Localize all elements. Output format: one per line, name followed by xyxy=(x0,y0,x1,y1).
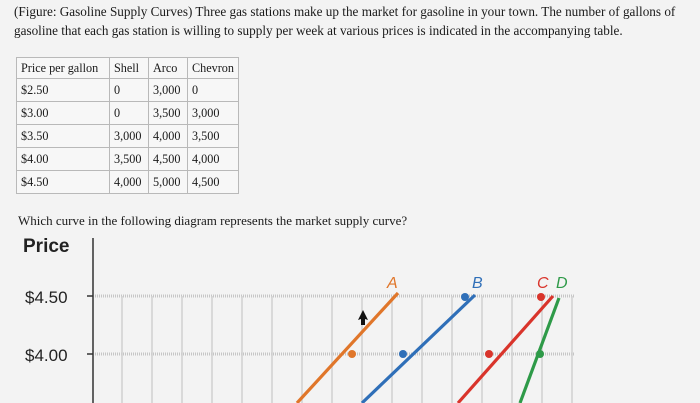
cell-arco: 3,000 xyxy=(149,79,188,102)
cell-chevron: 4,500 xyxy=(188,171,239,194)
cell-chevron: 3,500 xyxy=(188,125,239,148)
curve-a-line xyxy=(297,293,398,403)
cell-chevron: 3,000 xyxy=(188,102,239,125)
curve-a-label: A xyxy=(387,275,398,292)
cell-price: $4.00 xyxy=(17,148,110,171)
curve-c xyxy=(458,275,553,403)
table-row xyxy=(17,79,239,102)
curve-b-label: B xyxy=(472,275,483,292)
table-row xyxy=(17,125,239,148)
header-price: Price per gallon xyxy=(17,58,110,79)
follow-up-question: Which curve in the following diagram represents the market supply curve? xyxy=(18,213,408,228)
cell-shell: 4,000 xyxy=(110,171,149,194)
cell-arco: 3,500 xyxy=(149,102,188,125)
question-text: (Figure: Gasoline Supply Curves) Three gas stations make up the market for gasoline in your town. The number of gallons of gasoline that each gas station is willing to supply per week at various prices is indicated in the accompanying table. xyxy=(14,4,676,38)
cell-price: $2.50 xyxy=(17,79,110,102)
cell-shell: 0 xyxy=(110,102,149,125)
header-shell: Shell xyxy=(110,58,149,79)
curve-d-point xyxy=(536,350,544,358)
curve-c-point xyxy=(537,293,545,301)
cell-shell: 3,000 xyxy=(110,125,149,148)
curve-b-point xyxy=(399,350,407,358)
cell-arco: 4,000 xyxy=(149,125,188,148)
mouse-cursor-icon xyxy=(358,310,368,325)
supply-table xyxy=(16,57,239,194)
cell-price: $3.00 xyxy=(17,102,110,125)
header-arco: Arco xyxy=(149,58,188,79)
curve-b-line xyxy=(362,295,475,403)
curve-a-point xyxy=(348,350,356,358)
cell-price: $3.50 xyxy=(17,125,110,148)
curve-c-point xyxy=(485,350,493,358)
cell-price: $4.50 xyxy=(17,171,110,194)
cell-chevron: 0 xyxy=(188,79,239,102)
curve-b-point xyxy=(461,293,469,301)
cell-arco: 5,000 xyxy=(149,171,188,194)
table-row xyxy=(17,148,239,171)
table-row xyxy=(17,171,239,194)
cell-arco: 4,500 xyxy=(149,148,188,171)
cell-shell: 0 xyxy=(110,79,149,102)
curve-d-label: D xyxy=(556,275,568,292)
tick-label-4-00: $4.00 xyxy=(25,346,68,365)
curve-c-label: C xyxy=(537,275,549,292)
table-row xyxy=(17,102,239,125)
cell-shell: 3,500 xyxy=(110,148,149,171)
header-chevron: Chevron xyxy=(188,58,239,79)
grid-lines xyxy=(95,296,575,403)
curve-d xyxy=(520,275,568,403)
table-header-row xyxy=(17,58,239,79)
cell-chevron: 4,000 xyxy=(188,148,239,171)
supply-diagram xyxy=(0,228,700,403)
y-axis-label: Price xyxy=(23,236,70,257)
tick-label-4-50: $4.50 xyxy=(25,288,68,307)
